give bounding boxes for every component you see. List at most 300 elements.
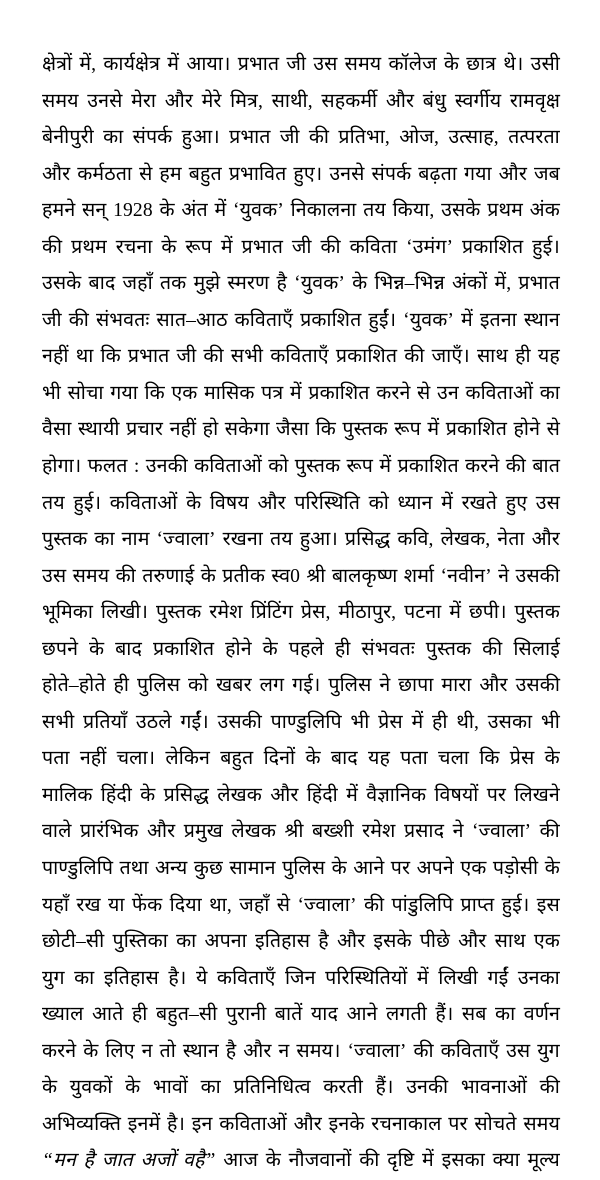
- word: गई।: [292, 675, 321, 697]
- word: आया।: [186, 54, 231, 75]
- word: बहुत: [188, 163, 222, 185]
- word: हुईं।: [368, 309, 397, 331]
- word: मित्र,: [230, 90, 263, 112]
- text-line: [42, 1107, 560, 1144]
- text-line: [42, 47, 560, 84]
- word: प्रसाद: [403, 821, 445, 843]
- text-line: [42, 303, 560, 340]
- word: अंकों: [451, 273, 488, 295]
- word: का: [176, 931, 197, 953]
- word: कविताएँ: [270, 346, 329, 368]
- word: प्रमुख: [183, 821, 223, 843]
- word: कविताओं: [194, 456, 262, 478]
- word: की: [539, 821, 560, 843]
- word: और: [164, 90, 193, 112]
- word: नाम: [121, 529, 150, 551]
- word: कविताएँ: [440, 1040, 500, 1062]
- word: में: [449, 602, 462, 624]
- text-line: [42, 961, 560, 998]
- word: स्थान: [182, 1040, 219, 1062]
- word: है: [83, 1150, 95, 1172]
- word: यह: [537, 346, 560, 368]
- word: तथा: [119, 858, 149, 880]
- word: निकालना: [290, 200, 357, 222]
- word: क्या: [492, 1150, 520, 1172]
- word: जिन: [284, 967, 316, 989]
- word: के: [305, 748, 321, 770]
- word: प्रभात: [127, 346, 170, 368]
- word: हुई।: [73, 492, 102, 514]
- word: हुआ।: [181, 127, 220, 149]
- word: है।: [168, 967, 187, 989]
- word: भिन्न–भिन्न: [374, 273, 445, 295]
- word: की: [320, 236, 341, 258]
- word: पुस्तक: [514, 602, 560, 624]
- word: रूप: [394, 419, 421, 441]
- word: पहले: [288, 638, 324, 660]
- word: भी: [540, 711, 560, 733]
- word: में: [167, 54, 180, 75]
- word: के: [200, 565, 216, 587]
- word: और: [498, 163, 527, 185]
- word: से: [276, 894, 291, 916]
- word: न: [141, 1040, 153, 1062]
- word: प्रकाशित: [445, 419, 507, 441]
- word: ओज,: [399, 127, 440, 149]
- word: सभी: [42, 711, 75, 733]
- word: प्रतीक: [222, 565, 265, 587]
- word: का: [94, 529, 115, 551]
- word: थी,: [456, 711, 480, 733]
- word: कविताएँ: [216, 967, 276, 989]
- word: प्रसिद्ध: [163, 784, 210, 806]
- word: लिखने: [514, 784, 560, 806]
- word: हुई।: [532, 236, 560, 258]
- word: बहुत–सी: [155, 1004, 218, 1026]
- word: लेकिन: [165, 748, 211, 770]
- word: हिंदी: [306, 784, 338, 806]
- word: संपर्क: [371, 163, 412, 185]
- text-line: [42, 193, 560, 230]
- word: हैं।: [435, 1004, 454, 1026]
- word: रखते: [461, 492, 498, 514]
- word: गया: [464, 163, 492, 185]
- word: प्रारंभिक: [79, 821, 139, 843]
- word: इतना: [479, 309, 517, 331]
- word: फेंक: [131, 894, 163, 916]
- word: बेनीपुरी: [42, 127, 94, 149]
- word: छोटी–सी: [42, 931, 105, 953]
- word: :: [133, 456, 140, 478]
- word: पुस्तिका: [112, 931, 168, 953]
- word: पर: [390, 858, 411, 880]
- word: में: [379, 456, 392, 478]
- word: तक: [159, 273, 187, 295]
- text-line: [42, 1034, 560, 1071]
- text-line: [42, 486, 560, 523]
- word: के: [83, 1040, 99, 1062]
- word: पुस्तक: [155, 602, 202, 624]
- word: फलत: [87, 456, 128, 478]
- word: आते: [91, 1004, 124, 1026]
- word: प्रेस: [378, 711, 403, 733]
- word: पटना: [404, 602, 442, 624]
- word: स्थायी: [77, 419, 120, 441]
- word: स्व0: [271, 565, 300, 587]
- word: है: [318, 931, 329, 953]
- word: के: [161, 236, 177, 258]
- word: ‘ज्वाला’: [297, 894, 357, 916]
- word: है: [276, 273, 287, 295]
- word: हो: [202, 419, 219, 441]
- word: रचना: [115, 236, 153, 258]
- word: कि: [315, 419, 336, 441]
- word: के: [159, 200, 175, 222]
- word: पाण्डुलिपि: [42, 858, 114, 880]
- text-line: [42, 814, 560, 851]
- word: को: [188, 675, 209, 697]
- word: गया: [110, 382, 138, 404]
- word: सामान: [229, 858, 276, 880]
- word: लिखी।: [100, 602, 149, 624]
- word: की: [203, 346, 224, 368]
- word: की: [539, 1077, 560, 1099]
- word: चला: [438, 748, 470, 770]
- word: जी: [291, 236, 312, 258]
- word: और: [385, 90, 415, 112]
- word: हैं।: [375, 1077, 394, 1099]
- word: पता: [400, 748, 428, 770]
- word: कविता: [349, 236, 398, 258]
- word: अजों: [140, 1150, 176, 1172]
- word: रूप: [185, 236, 212, 258]
- word: सभी: [230, 346, 264, 368]
- word: के: [265, 1150, 281, 1172]
- word: लेखक,: [440, 529, 491, 551]
- word: जाएँ।: [431, 346, 470, 368]
- word: के: [352, 273, 368, 295]
- text-line: [42, 522, 560, 559]
- word: इसके: [373, 931, 412, 953]
- word: यहाँ: [42, 894, 70, 916]
- word: उसके: [42, 273, 82, 295]
- word: इनमें: [127, 1113, 161, 1135]
- word: आने: [353, 858, 385, 880]
- word: था,: [209, 894, 232, 916]
- word: इस: [536, 894, 560, 916]
- word: हुआ।: [299, 529, 338, 551]
- body-text-block: [42, 47, 560, 1180]
- word: कविताएँ: [234, 309, 294, 331]
- word: बंधु: [422, 90, 447, 112]
- word: दिनों: [263, 748, 296, 770]
- word: पुरानी: [225, 1004, 267, 1026]
- word: की: [363, 894, 385, 916]
- word: परिस्थिति: [294, 492, 361, 514]
- word: रामवृक्ष: [509, 90, 560, 112]
- word: ही: [131, 1004, 148, 1026]
- word: के: [125, 1077, 141, 1099]
- word: और: [270, 784, 299, 806]
- word: में: [289, 382, 302, 404]
- word: वर्णन: [523, 1004, 560, 1026]
- word: हुए: [505, 492, 528, 514]
- word: ‘उमंग’: [406, 236, 454, 258]
- word: को: [268, 456, 289, 478]
- word: उनका: [517, 967, 560, 989]
- word: कि: [100, 346, 121, 368]
- word: समय: [523, 1113, 560, 1135]
- word: कविताओं: [465, 382, 534, 404]
- word: बख्शी: [312, 821, 354, 843]
- word: और: [146, 821, 176, 843]
- text-line: [42, 888, 560, 925]
- text-line: [42, 412, 560, 449]
- word: उनकी: [406, 1077, 449, 1099]
- word: ने: [379, 675, 391, 697]
- word: रचनाकाल: [371, 1113, 442, 1135]
- word: जैसा: [276, 419, 310, 441]
- word: छपने: [42, 638, 79, 660]
- word: पुस्तक: [425, 638, 472, 660]
- word: भावनाओं: [460, 1077, 527, 1099]
- word: तय: [363, 200, 386, 222]
- word: नहीं: [79, 748, 107, 770]
- word: बाद: [330, 748, 358, 770]
- word: होते–होते: [42, 675, 106, 697]
- word: ध्यान: [397, 492, 433, 514]
- word: मालिक: [42, 784, 93, 806]
- text-line: [42, 595, 560, 632]
- word: की: [413, 1040, 434, 1062]
- word: रमेश: [362, 821, 396, 843]
- word: पुस्तक: [294, 456, 341, 478]
- word: हुई।: [501, 894, 530, 916]
- word: कर्मठता: [77, 163, 133, 185]
- word: चला।: [116, 748, 156, 770]
- word: कवि,: [397, 529, 434, 551]
- word: का: [200, 1077, 221, 1099]
- word: उस: [313, 54, 338, 75]
- word: जी: [279, 127, 300, 149]
- word: पुलिस: [282, 858, 326, 880]
- word: प्रकाशित: [397, 456, 459, 478]
- word: प्रभात: [241, 236, 283, 258]
- word: में: [441, 492, 453, 514]
- word: सन्: [82, 200, 107, 222]
- word: अपना: [204, 931, 247, 953]
- word: से: [417, 382, 431, 404]
- word: तरुणाई: [142, 565, 195, 587]
- word: हमने: [42, 200, 76, 222]
- word: और: [458, 931, 487, 953]
- word: पांडुलिपि: [391, 894, 454, 916]
- word: और: [479, 675, 508, 697]
- word: सहकर्मी: [321, 90, 378, 112]
- text-line: [42, 997, 560, 1034]
- word: प्रेस,: [300, 602, 331, 624]
- word: जहाँ: [122, 273, 153, 295]
- word: परिस्थितियों: [325, 967, 408, 989]
- text-line: [42, 778, 560, 815]
- text-line: [42, 376, 560, 413]
- word: प्रचार: [126, 419, 164, 441]
- word: खबर: [216, 675, 252, 697]
- word: एक: [460, 858, 487, 880]
- word: श्री: [306, 565, 326, 587]
- word: इनके: [328, 1113, 365, 1135]
- word: है: [225, 1040, 237, 1062]
- word: साथी,: [271, 90, 313, 112]
- word: उस: [42, 565, 67, 587]
- word: से: [139, 163, 153, 185]
- word: याद: [310, 1004, 338, 1026]
- word: के: [186, 492, 202, 514]
- word: की: [68, 309, 89, 331]
- word: बात: [532, 456, 560, 478]
- word: समय: [72, 565, 110, 587]
- word: आज: [223, 1150, 259, 1172]
- word: 1928: [113, 200, 153, 222]
- word: नौजवानों: [288, 1150, 352, 1172]
- word: पुलिस: [137, 675, 181, 697]
- word: उनसे: [87, 90, 123, 112]
- word: ने: [498, 565, 510, 587]
- word: है।: [167, 1113, 186, 1135]
- word: में: [416, 967, 429, 989]
- word: की: [308, 127, 330, 149]
- word: दृष्टि: [387, 1150, 415, 1172]
- word: के: [331, 858, 347, 880]
- word: किया,: [392, 200, 435, 222]
- word: के: [89, 638, 105, 660]
- word: एक: [533, 931, 560, 953]
- word: का: [103, 127, 124, 149]
- text-line: [42, 266, 560, 303]
- word: या: [108, 894, 125, 916]
- word: सिलाई: [513, 638, 560, 660]
- word: में,: [79, 54, 97, 75]
- word: ‘ज्वाला’: [472, 821, 532, 843]
- word: इतिहास: [255, 931, 311, 953]
- word: होने: [513, 419, 541, 441]
- word: प्रतिभा,: [338, 127, 390, 149]
- word: मेरे: [201, 90, 222, 112]
- word: उत्साह,: [448, 127, 499, 149]
- word: ही: [113, 675, 130, 697]
- word: लग: [259, 675, 285, 697]
- word: प्राप्त: [460, 894, 495, 916]
- word: का: [539, 382, 560, 404]
- word: प्रथम: [71, 236, 107, 258]
- word: ‘युवक’: [294, 273, 345, 295]
- word: विषयों: [434, 784, 479, 806]
- word: प्रतिनिधित्व: [233, 1077, 311, 1099]
- word: मेरा: [131, 90, 157, 112]
- word: प्रकाशित: [335, 346, 398, 368]
- word: सोचा: [67, 382, 104, 404]
- text-line: [42, 449, 560, 486]
- word: बाद: [88, 273, 116, 295]
- word: वाले: [42, 821, 72, 843]
- word: लिए: [105, 1040, 135, 1062]
- word: युग: [537, 1040, 560, 1062]
- word: कार्यक्षेत्र: [103, 54, 161, 75]
- word: की: [505, 456, 526, 478]
- word: रख: [76, 894, 101, 916]
- word: बाद: [115, 638, 142, 660]
- word: था: [75, 346, 94, 368]
- word: की: [482, 638, 503, 660]
- word: पीछे: [419, 931, 450, 953]
- word: से: [546, 419, 560, 441]
- word: सब: [461, 1004, 487, 1026]
- word: में: [220, 236, 233, 258]
- word: स्थान: [523, 309, 560, 331]
- word: वैज्ञानिक: [366, 784, 427, 806]
- word: भावों: [152, 1077, 188, 1099]
- text-line: [42, 668, 560, 705]
- word: समय: [344, 54, 382, 75]
- word: यह: [368, 748, 390, 770]
- word: लगती: [386, 1004, 427, 1026]
- word: कविताओं: [219, 1113, 287, 1135]
- word: के: [140, 784, 156, 806]
- word: पड़ोसी: [492, 858, 539, 880]
- word: नहीं: [169, 419, 197, 441]
- word: छात्र: [466, 54, 497, 75]
- word: साथ: [476, 346, 508, 368]
- text-line: [42, 632, 560, 669]
- word: पत्र: [261, 382, 284, 404]
- word: उनसे: [329, 163, 365, 185]
- word: रखना: [222, 529, 263, 551]
- word: भी: [42, 382, 61, 404]
- word: संभवतः: [361, 638, 415, 660]
- word: समय।: [296, 1040, 341, 1062]
- word: प्रकाशित: [300, 309, 362, 331]
- word: लेखक: [217, 784, 262, 806]
- word: ‘ज्वाला’: [156, 529, 216, 551]
- word: जी: [176, 346, 197, 368]
- word: जब: [533, 163, 560, 185]
- word: ही: [432, 711, 448, 733]
- word: प्रथम: [487, 200, 523, 222]
- word: उन: [437, 382, 459, 404]
- word: हिंदी: [100, 784, 132, 806]
- word: भी: [350, 711, 370, 733]
- word: तत्परता: [508, 127, 560, 149]
- word: प्रसिद्ध: [344, 529, 391, 551]
- word: उस: [535, 492, 560, 514]
- word: होने: [225, 638, 252, 660]
- word: प्रभावित: [228, 163, 287, 185]
- word: करने: [376, 382, 411, 404]
- word: भूमिका: [42, 602, 93, 624]
- word: ‘नवीन’: [440, 565, 492, 587]
- word: सात–आठ: [156, 309, 228, 331]
- word: रमेश: [209, 602, 243, 624]
- word: गईं।: [180, 711, 209, 733]
- word: करने: [465, 456, 500, 478]
- word: कि: [144, 382, 165, 404]
- word: ‘ज्वाला’: [347, 1040, 407, 1062]
- word: संभवतः: [95, 309, 150, 331]
- word: नहीं: [42, 346, 69, 368]
- word: गईं: [487, 967, 509, 989]
- word: शर्मा: [403, 565, 435, 587]
- word: प्रेस: [509, 748, 535, 770]
